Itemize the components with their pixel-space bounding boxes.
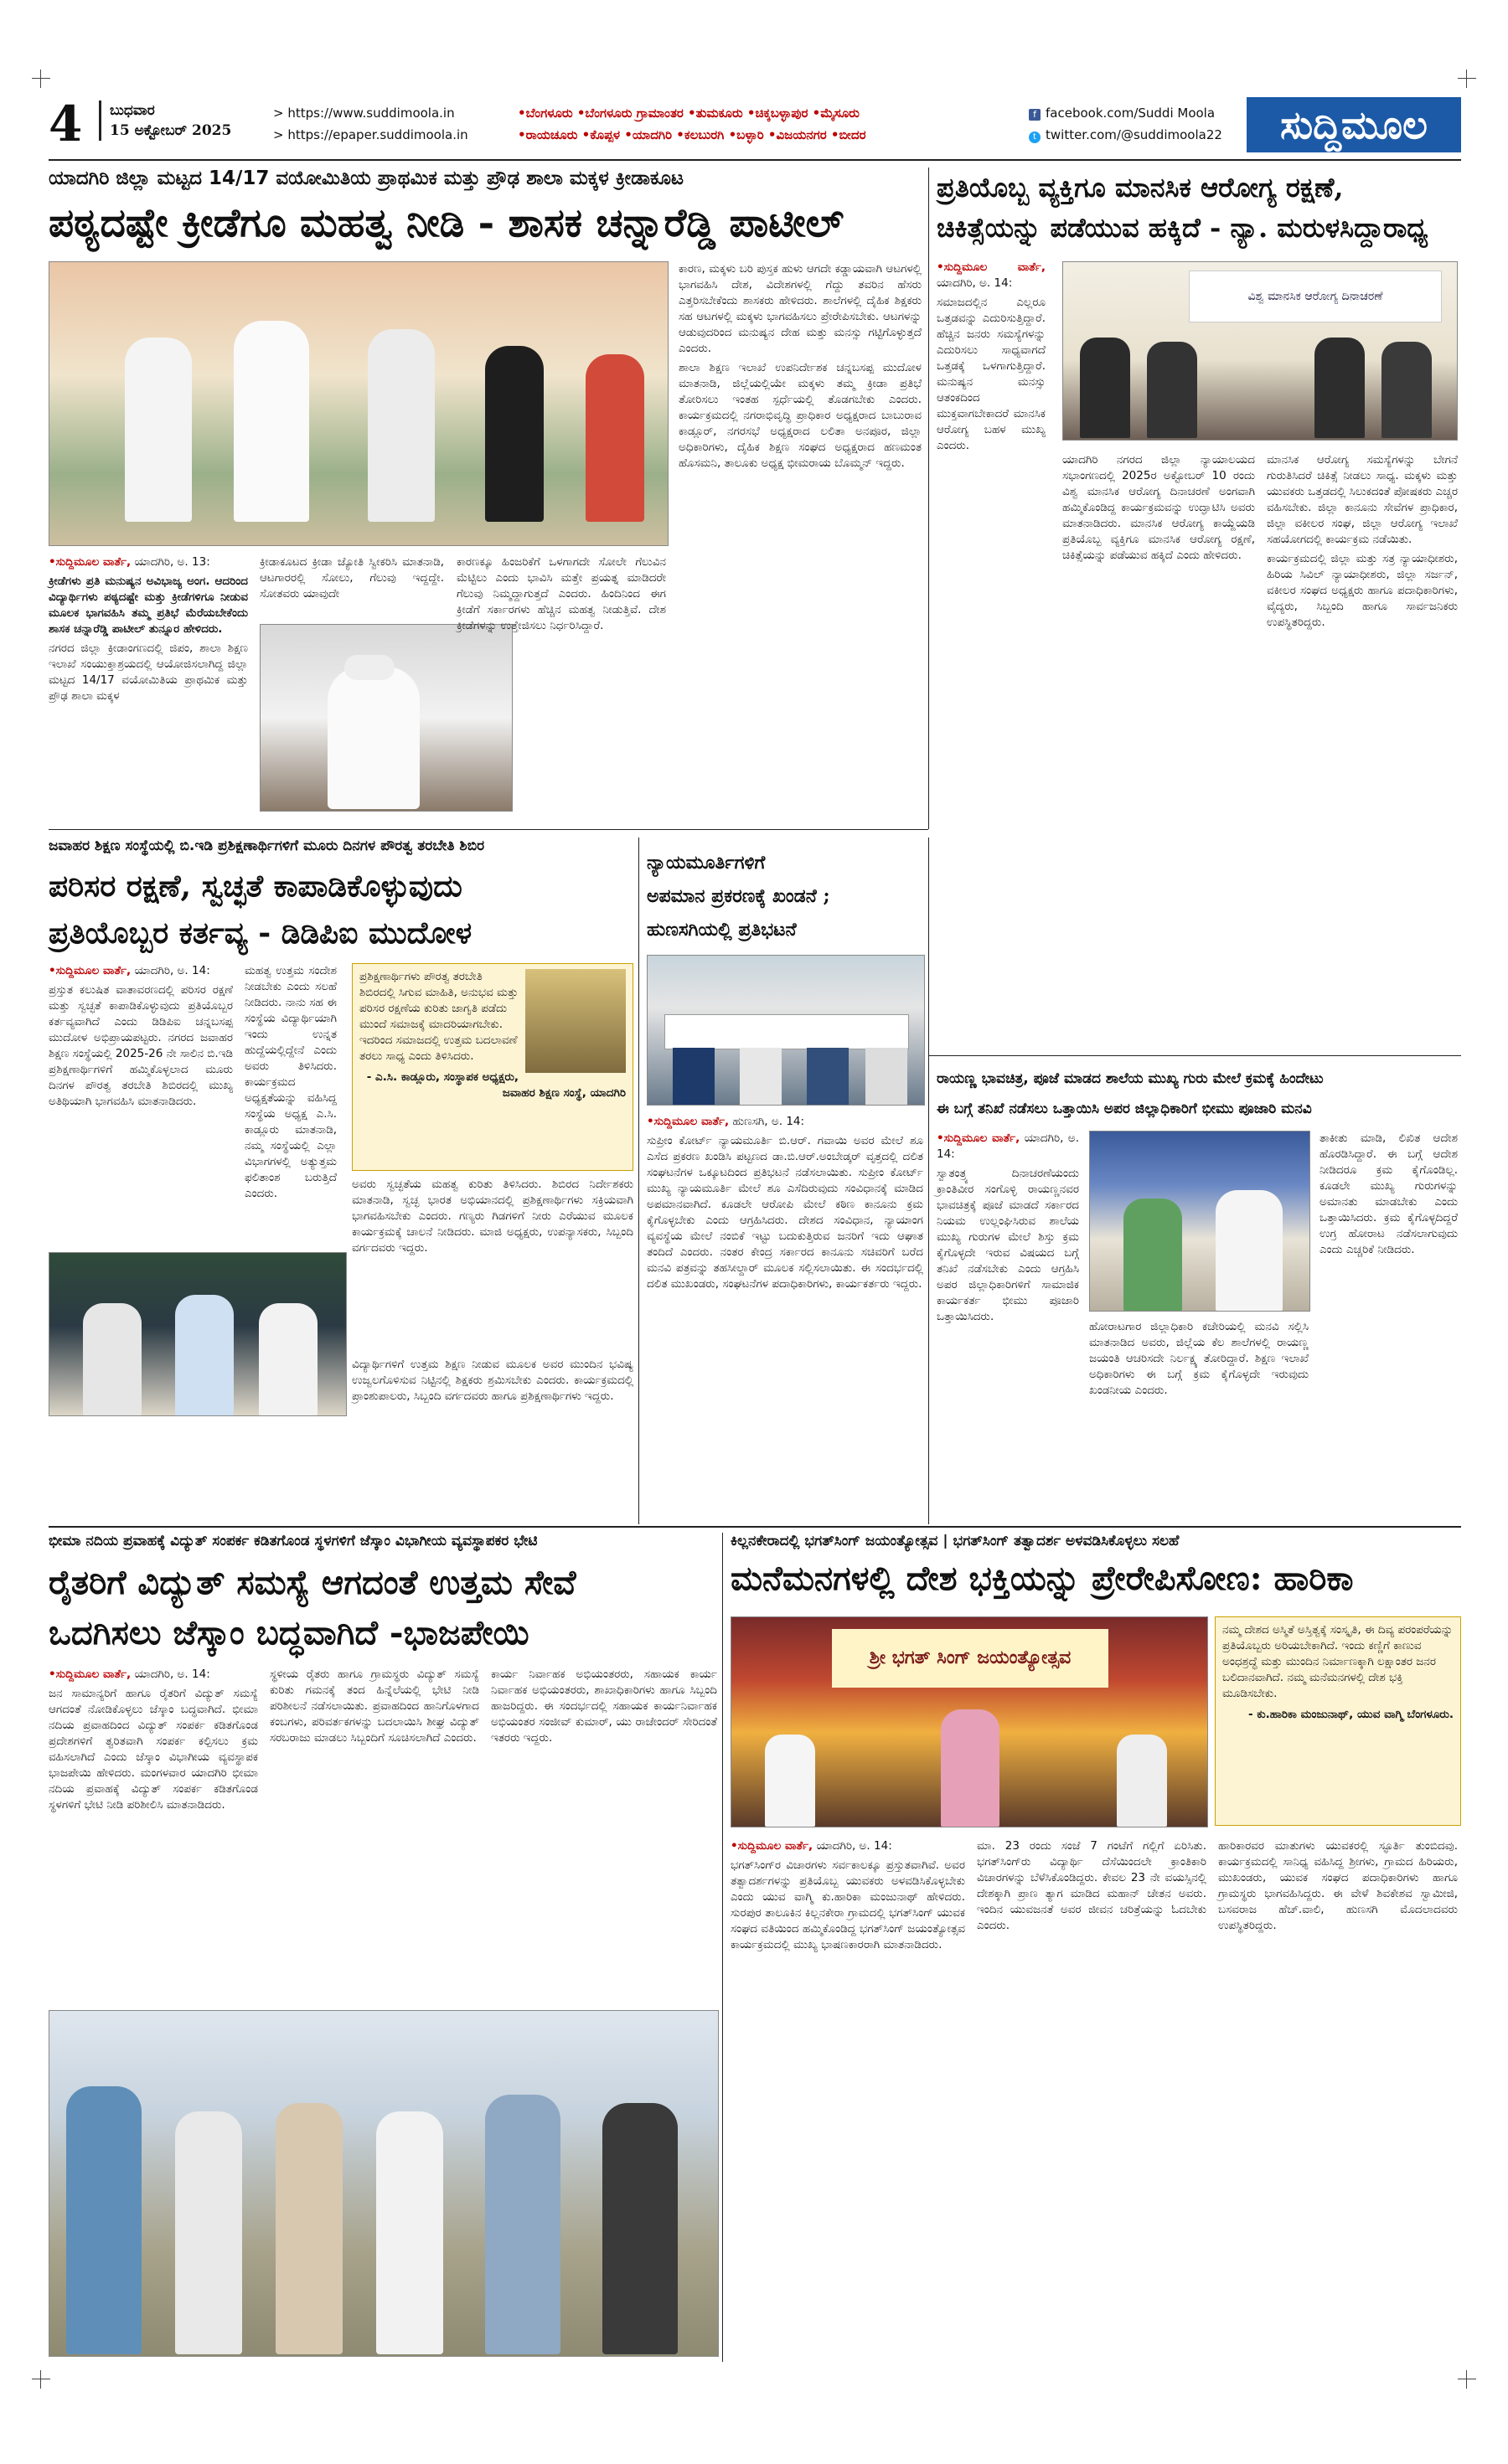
edition-cities-row: •ರಾಯಚೂರು •ಕೊಪ್ಪಳ •ಯಾದಗಿರಿ •ಕಲಬುರಗಿ •ಬಳ್ಳಾರಿ •ವಿಜಯನಗರ •ಬೀದರ <box>518 127 866 142</box>
dateline: ಯಾದಗಿರಿ, ಅ. 14: <box>134 1668 210 1681</box>
twitter-text: twitter.com/@suddimoola22 <box>1046 127 1222 142</box>
article-headline <box>49 1558 719 1658</box>
article-column <box>937 260 1046 457</box>
article-column <box>1089 1319 1309 1402</box>
article-paragraph: ಕಾರಣಕ್ಕೂ ಹಿಂಜರಿಕೆಗೆ ಒಳಗಾಗದೇ ಸೋಲೇ ಗೆಲುವಿನ ಮೆಟ್ಟಿಲು ಎಂದು ಭಾವಿಸಿ ಮತ್ತೇ ಪ್ರಯತ್ನ ಮಾಡಿದರೇ ಗೆಲುವು ನಿಮ್ಮದ್ದಾಗುತ್ತದೆ ಎಂದರು. ಹಿಂದಿನಿಂದ ಈಗ ಕ್ರೀಡೆಗೆ ಸರ್ಕಾರಗಳು ಹೆಚ್ಚಿನ ಮಹತ್ವ ನೀಡುತ್ತಿವೆ. ದೇಶ ಕ್ರೀಡೆಗಳನ್ನು ಉತ್ತೇಜಿಸಲು ನಿರ್ಧರಿಸಿದ್ದಾರೆ. <box>457 555 666 632</box>
article-headline <box>937 168 1461 248</box>
article-column <box>1320 1131 1458 1261</box>
article-paragraph: ಹಾರಿಕಾರವರ ಮಾತುಗಳು ಯುವಕರಲ್ಲಿ ಸ್ಫೂರ್ತಿ ತುಂಬಿದವು. ಕಾರ್ಯಕ್ರಮದಲ್ಲಿ ಸಾನಿಧ್ಯ ವಹಿಸಿದ್ದ ಶ್ರೀಗಳು, ಗ್ರಾಮದ ಹಿರಿಯರು, ಮುಖಂಡರು, ಯುವಕ ಸಂಘದ ಪದಾಧಿಕಾರಿಗಳು ಹಾಗೂ ಗ್ರಾಮಸ್ಥರು ಭಾಗವಹಿಸಿದ್ದರು. ಈ ವೇಳೆ ಶಿವಕೇಶವ ಸ್ವಾಮೀಜಿ, ಬಸವರಾಜ ಹೆಚ್.ವಾಲಿ, ಹುಣಸಗಿ ಮೊದಲಾದವರು ಉಪಸ್ಥಿತರಿದ್ದರು. <box>1218 1839 1458 1932</box>
article-paragraph: ನಗರದ ಜಿಲ್ಲಾ ಕ್ರೀಡಾಂಗಣದಲ್ಲಿ ಜಿಪಂ, ಶಾಲಾ ಶಿಕ್ಷಣ ಇಲಾಖೆ ಸಂಯುಕ್ತಾಶ್ರಯದಲ್ಲಿ ಆಯೋಜಿಸಲಾಗಿದ್ದ ಜಿಲ್ಲಾ ಮಟ್ಟದ 14/17 ವಯೋಮಿತಿಯ ಪ್ರಾಥಮಿಕ ಮತ್ತು ಪ್ರೌಢ ಶಾಲಾ ಮಕ್ಕಳ <box>49 642 248 703</box>
article-column <box>1267 452 1458 634</box>
dateline: ಯಾದಗಿರಿ, ಅ. 14: <box>937 276 1013 290</box>
article-kicker: ಕಿಲ್ಲನಕೇರಾದಲ್ಲಿ ಭಗತ್‌ಸಿಂಗ್ ಜಯಂತ್ಯೋತ್ಸವ | ಭಗತ್‌ಸಿಂಗ್ ತತ್ವಾದರ್ಶ ಅಳವಡಿಸಿಕೊಳ್ಳಲು ಸಲಹೆ <box>731 1533 1180 1549</box>
article-column <box>937 1131 1079 1328</box>
website-links <box>273 102 468 146</box>
headline-line: ಹುಣಸಗಿಯಲ್ಲಿ ಪ್ರತಿಭಟನೆ <box>647 919 797 941</box>
article-paragraph: ಮಾ. 23 ರಂದು ಸಂಜೆ 7 ಗಂಟೆಗೆ ಗಲ್ಲಿಗೆ ಏರಿಸಿತು. ಭಗತ್‌ಸಿಂಗ್‌ರು ವಿದ್ಯಾರ್ಥಿ ದೆಸೆಯಿಂದಲೇ ಕ್ರಾಂತಿಕಾರಿ ವಿಚಾರಗಳನ್ನು ಬೆಳೆಸಿಕೊಂಡಿದ್ದರು. ಕೇವಲ 23 ನೇ ವಯಸ್ಸಿನಲ್ಲಿ ದೇಶಕ್ಕಾಗಿ ಪ್ರಾಣ ತ್ಯಾಗ ಮಾಡಿದ ಮಹಾನ್ ಚೇತನ ಅವರು. ಇಂದಿನ ಯುವಜನತೆ ಅವರ ಜೀವನ ಚರಿತ್ರೆಯನ್ನು ಓದಬೇಕು ಎಂದರು. <box>977 1839 1206 1932</box>
masthead <box>49 95 1461 162</box>
epaper-link[interactable]: > https://epaper.suddimoola.in <box>273 127 468 142</box>
twitter-icon: t <box>1029 131 1041 143</box>
byline: •ಸುದ್ದಿಮೂಲ ವಾರ್ತೆ, <box>49 964 132 977</box>
article-headline: ಮನೆಮನಗಳಲ್ಲಿ ದೇಶ ಭಕ್ತಿಯನ್ನು ಪ್ರೇರೇಪಿಸೋಣ: ಹಾರಿಕಾ <box>731 1559 1354 1598</box>
headline-line: ಒದಗಿಸಲು ಜೆಸ್ಕಾಂ ಬದ್ಧವಾಗಿದೆ -ಭಾಜಪೇಯಿ <box>49 1613 529 1652</box>
page-number: 4 <box>49 95 83 152</box>
article-paragraph: ಕ್ರೀಡಾಕೂಟದ ಕ್ರೀಡಾ ಜ್ಯೋತಿ ಸ್ವೀಕರಿಸಿ ಮಾತನಾಡಿ, ಆಟಗಾರರಲ್ಲಿ ಸೋಲು, ಗೆಲುವು ಇದ್ದದ್ದೇ. ಸೋತವರು ಯಾವುದೇ <box>260 555 444 601</box>
article-paragraph: ಮಹತ್ವ ಉತ್ತಮ ಸಂದೇಶ ನೀಡಬೇಕು ಎಂದು ಸಲಹೆ ನೀಡಿದರು. ನಾನು ಸಹ ಈ ಸಂಸ್ಥೆಯ ವಿದ್ಯಾರ್ಥಿಯಾಗಿ ಇಂದು ಉನ್ನತ ಹುದ್ದೆಯಲ್ಲಿದ್ದೇನೆ ಎಂದು ಅವರು ತಿಳಿಸಿದರು. ಕಾರ್ಯಕ್ರಮದ ಅಧ್ಯಕ್ಷತೆಯನ್ನು ವಹಿಸಿದ್ದ ಸಂಸ್ಥೆಯ ಅಧ್ಯಕ್ಷ ಎ.ಸಿ. ಕಾಡ್ಲೂರು ಮಾತನಾಡಿ, ನಮ್ಮ ಸಂಸ್ಥೆಯಲ್ಲಿ ಎಲ್ಲಾ ವಿಭಾಗಗಳಲ್ಲಿ ಅತ್ಯುತ್ತಮ ಫಲಿತಾಂಶ ಬರುತ್ತಿದೆ ಎಂದರು. <box>245 964 337 1200</box>
article-kicker: ಜವಾಹರ ಶಿಕ್ಷಣ ಸಂಸ್ಥೆಯಲ್ಲಿ ಬಿ.ಇಡಿ ಪ್ರಶಿಕ್ಷಣಾರ್ಥಿಗಳಿಗೆ ಮೂರು ದಿನಗಳ ಪೌರತ್ವ ತರಬೇತಿ ಶಿಬಿರ <box>49 838 485 854</box>
stage-banner: ಶ್ರೀ ಭಗತ್ ಸಿಂಗ್ ಜಯಂತ್ಯೋತ್ಸವ <box>832 1629 1108 1688</box>
dateline: ಯಾದಗಿರಿ, ಅ. 13: <box>134 555 210 569</box>
mla-speech-photo <box>260 624 513 812</box>
website-link[interactable]: > https://www.suddimoola.in <box>273 106 455 121</box>
article-paragraph: ಹೋರಾಟಗಾರ ಜಿಲ್ಲಾಧಿಕಾರಿ ಕಚೇರಿಯಲ್ಲಿ ಮನವಿ ಸಲ್ಲಿಸಿ ಮಾತನಾಡಿದ ಅವರು, ಜಿಲ್ಲೆಯ ಕೆಲ ಶಾಲೆಗಳಲ್ಲಿ ರಾಯಣ್ಣ ಜಯಂತಿ ಆಚರಿಸದೇ ನಿರ್ಲಕ್ಷ್ಯ ತೋರಿದ್ದಾರೆ. ಶಿಕ್ಷಣ ಇಲಾಖೆ ಅಧಿಕಾರಿಗಳು ಈ ಬಗ್ಗೆ ಕ್ರಮ ಕೈಗೊಳ್ಳದೇ ಇರುವುದು ಖಂಡನೀಯ ಎಂದರು. <box>1089 1320 1309 1397</box>
byline: •ಸುದ್ದಿಮೂಲ ವಾರ್ತೆ, <box>49 1668 132 1681</box>
social-links <box>1029 102 1222 146</box>
column-divider <box>638 838 639 1524</box>
quote-box <box>352 963 633 1171</box>
facebook-link[interactable] <box>1029 102 1222 124</box>
article-paragraph: ಮಾನಸಿಕ ಆರೋಗ್ಯ ಸಮಸ್ಯೆಗಳನ್ನು ಬೇಗನೆ ಗುರುತಿಸಿದರೆ ಚಿಕಿತ್ಸೆ ನೀಡಲು ಸಾಧ್ಯ. ಮಕ್ಕಳು ಮತ್ತು ಯುವಕರು ಒತ್ತಡದಲ್ಲಿ ಸಿಲುಕದಂತೆ ಪೋಷಕರು ಎಚ್ಚರ ವಹಿಸಬೇಕು. ಜಿಲ್ಲಾ ಕಾನೂನು ಸೇವೆಗಳ ಪ್ರಾಧಿಕಾರ, ಜಿಲ್ಲಾ ವಕೀಲರ ಸಂಘ, ಜಿಲ್ಲಾ ಆರೋಗ್ಯ ಇಲಾಖೆ ಸಹಯೋಗದಲ್ಲಿ ಕಾರ್ಯಕ್ರಮ ನಡೆಯಿತು. <box>1267 453 1458 546</box>
article-kicker: ಭೀಮಾ ನದಿಯ ಪ್ರವಾಹಕ್ಕೆ ವಿದ್ಯುತ್ ಸಂಪರ್ಕ ಕಡಿತಗೊಂಡ ಸ್ಥಳಗಳಿಗೆ ಜೆಸ್ಕಾಂ ವಿಭಾಗೀಯ ವ್ಯವಸ್ಥಾಪಕರ ಭೇಟಿ <box>49 1533 538 1549</box>
article-column <box>49 554 248 708</box>
article-paragraph: ಭಗತ್‌ಸಿಂಗ್‌ರ ವಿಚಾರಗಳು ಸರ್ವಕಾಲಕ್ಕೂ ಪ್ರಸ್ತುತವಾಗಿವೆ. ಅವರ ತತ್ವಾದರ್ಶಗಳನ್ನು ಪ್ರತಿಯೊಬ್ಬ ಯುವಕರು ಅಳವಡಿಸಿಕೊಳ್ಳಬೇಕು ಎಂದು ಯುವ ವಾಗ್ಮಿ ಕು.ಹಾರಿಕಾ ಮಂಜುನಾಥ್ ಹೇಳಿದರು. ಸುರಪುರ ತಾಲೂಕಿನ ಕಿಲ್ಲನಕೇರಾ ಗ್ರಾಮದಲ್ಲಿ ಭಗತ್‌ಸಿಂಗ್ ಯುವಕ ಸಂಘದ ವತಿಯಿಂದ ಹಮ್ಮಿಕೊಂಡಿದ್ದ ಭಗತ್‌ಸಿಂಗ್ ಜಯಂತ್ಯೋತ್ಸವ ಕಾರ್ಯಕ್ರಮದಲ್ಲಿ ಮುಖ್ಯ ಭಾಷಣಕಾರರಾಗಿ ಮಾತನಾಡಿದರು. <box>731 1858 965 1951</box>
headline-line: ಪ್ರತಿಯೊಬ್ಬರ ಕರ್ತವ್ಯ - ಡಿಡಿಪಿಐ ಮುದೋಳ <box>49 915 473 951</box>
byline: •ಸುದ್ದಿಮೂಲ ವಾರ್ತೆ, <box>937 260 1046 274</box>
quote-text: ಪ್ರಶಿಕ್ಷಣಾರ್ಥಿಗಳು ಪೌರತ್ವ ತರಬೇತಿ ಶಿಬಿರದಲ್ಲಿ ಸಿಗುವ ಮಾಹಿತಿ, ಅನುಭವ ಮತ್ತು ಪರಿಸರ ರಕ್ಷಣೆಯ ಕುರಿತು ಜಾಗೃತಿ ಪಡೆದು ಮುಂದೆ ಸಮಾಜಕ್ಕೆ ಮಾದರಿಯಾಗಬೇಕು. ಇದರಿಂದ ಸಮಾಜದಲ್ಲಿ ಉತ್ತಮ ಬದಲಾವಣೆ ತರಲು ಸಾಧ್ಯ ಎಂದು ತಿಳಿಸಿದರು. <box>359 970 519 1063</box>
article-column <box>647 1114 923 1296</box>
column-divider <box>722 1533 723 2362</box>
headline-line: ಚಿಕಿತ್ಸೆಯನ್ನು ಪಡೆಯುವ ಹಕ್ಕಿದೆ - ನ್ಯಾ. ಮರುಳಸಿದ್ದಾರಾಧ್ಯ <box>937 212 1428 244</box>
article-column <box>977 1838 1206 1937</box>
crop-mark <box>1458 70 1476 88</box>
facebook-text: facebook.com/Suddi Moola <box>1046 106 1216 121</box>
dateline: ಹುಣಸಗಿ, ಅ. 14: <box>732 1115 805 1128</box>
article-column <box>1218 1838 1458 1937</box>
article-lead: ಕ್ರೀಡೆಗಳು ಪ್ರತಿ ಮನುಷ್ಯನ ಅವಿಭಾಜ್ಯ ಅಂಗ. ಆದರಿಂದ ವಿದ್ಯಾರ್ಥಿಗಳು ಪಠ್ಯದಷ್ಟೇ ಮತ್ತು ಕ್ರೀಡೆಗಳಿಗೂ ನೀಡುವ ಮೂಲಕ ಭಾಗವಹಿಸಿ ತಮ್ಮ ಪ್ರತಿಭೆ ಮೆರೆಯಬೇಕೆಂದು ಶಾಸಕ ಚನ್ನಾರೆಡ್ಡಿ ಪಾಟೀಲ್ ತುನ್ನೂರ ಹೇಳಿದರು. <box>49 575 248 636</box>
byline: •ಸುದ್ದಿಮೂಲ ವಾರ್ತೆ, <box>647 1115 730 1128</box>
column-divider <box>928 168 929 829</box>
article-paragraph: ಶಾಲಾ ಶಿಕ್ಷಣ ಇಲಾಖೆ ಉಪನಿರ್ದೇಶಕ ಚನ್ನಬಸಪ್ಪ ಮುದೋಳ ಮಾತನಾಡಿ, ಜಿಲ್ಲೆಯಲ್ಲಿಯೇ ಮಕ್ಕಳು ತಮ್ಮ ಕ್ರೀಡಾ ಪ್ರತಿಭೆ ತೋರಿಸಲು ಇಂತಹ ಸ್ಪರ್ಧೆಯಲ್ಲಿ ತೊಡಗಬೇಕು ಎಂದರು. ಕಾರ್ಯಕ್ರಮದಲ್ಲಿ ನಗರಾಭಿವೃದ್ಧಿ ಪ್ರಾಧಿಕಾರ ಅಧ್ಯಕ್ಷರಾದ ಬಾಬುರಾವ ಕಾಡ್ಲೂರ್, ನಗರಸಭೆ ಅಧ್ಯಕ್ಷರಾದ ಲಲಿತಾ ಅನಪೂರ, ಜಿಲ್ಲಾ ಅಧಿಕಾರಿಗಳು, ದೈಹಿಕ ಶಿಕ್ಷಣ ಸಂಘದ ಅಧ್ಯಕ್ಷರಾದ ಹಣಮಂತ ಹೊಸಮನಿ, ತಾಲೂಕು ಅಧ್ಯಕ್ಷ ಭೀಮರಾಯ ಬೊಮ್ಮನ್ ಇದ್ದರು. <box>679 361 922 470</box>
quote-signature: - ಎ.ಸಿ. ಕಾಡ್ಲೂರು, ಸಂಸ್ಥಾಪಕ ಅಧ್ಯಕ್ಷರು, ಜವಾಹರ ಶಿಕ್ಷಣ ಸಂಸ್ಥೆ, ಯಾದಗಿರಿ <box>366 1070 626 1100</box>
kicker-line: ಈ ಬಗ್ಗೆ ತನಿಖೆ ನಡೆಸಲು ಒತ್ತಾಯಿಸಿ ಅಪರ ಜಿಲ್ಲಾಧಿಕಾರಿಗೆ ಭೀಮು ಪೂಜಾರಿ ಮನವಿ <box>937 1101 1312 1117</box>
twitter-link[interactable] <box>1029 124 1222 146</box>
article-headline <box>49 863 635 956</box>
article-paragraph: ಯಾದಗಿರಿ ನಗರದ ಜಿಲ್ಲಾ ನ್ಯಾಯಾಲಯದ ಸಭಾಂಗಣದಲ್ಲಿ 2025ರ ಅಕ್ಟೋಬರ್ 10 ರಂದು ವಿಶ್ವ ಮಾನಸಿಕ ಆರೋಗ್ಯ ದಿನಾಚರಣೆ ಅಂಗವಾಗಿ ಹಮ್ಮಿಕೊಂಡಿದ್ದ ಕಾರ್ಯಕ್ರಮವನ್ನು ಉದ್ಘಾಟಿಸಿ ಅವರು ಮಾತನಾಡಿದರು. ಮಾನಸಿಕ ಆರೋಗ್ಯ ಕಾಯ್ದೆಯಡಿ ಪ್ರತಿಯೊಬ್ಬ ವ್ಯಕ್ತಿಗೂ ಮಾನಸಿಕ ಆರೋಗ್ಯ ರಕ್ಷಣೆ, ಚಿಕಿತ್ಸೆಯನ್ನು ಪಡೆಯುವ ಹಕ್ಕಿದೆ ಎಂದು ಹೇಳಿದರು. <box>1062 453 1255 562</box>
article-paragraph: ಸುಪ್ರೀಂ ಕೋರ್ಟ್ ನ್ಯಾಯಮೂರ್ತಿ ಬಿ.ಆರ್. ಗವಾಯಿ ಅವರ ಮೇಲೆ ಶೂ ಎಸೆದ ಪ್ರಕರಣ ಖಂಡಿಸಿ ಪಟ್ಟಣದ ಡಾ.ಬಿ.ಆರ್.ಅಂಬೇಡ್ಕರ್ ವೃತ್ತದಲ್ಲಿ ದಲಿತ ಸಂಘಟನೆಗಳ ಒಕ್ಕೂಟದಿಂದ ಪ್ರತಿಭಟನೆ ನಡೆಸಲಾಯಿತು. ಸುಪ್ರೀಂ ಕೋರ್ಟ್ ಮುಖ್ಯ ನ್ಯಾಯಮೂರ್ತಿ ಮೇಲೆ ಶೂ ಎಸೆದಿರುವುದು ಸಂವಿಧಾನಕ್ಕೆ ಮಾಡಿದ ಅಪಮಾನವಾಗಿದೆ. ಕೂಡಲೇ ಆರೋಪಿ ಮೇಲೆ ಕಠಿಣ ಕಾನೂನು ಕ್ರಮ ಕೈಗೊಳ್ಳಬೇಕು ಎಂದು ಆಗ್ರಹಿಸಿದರು. ದೇಶದ ಸಂವಿಧಾನ, ನ್ಯಾಯಾಂಗ ವ್ಯವಸ್ಥೆಯ ಮೇಲೆ ನಂಬಿಕೆ ಇಟ್ಟು ಬದುಕುತ್ತಿರುವ ಜನರಿಗೆ ಇದು ಆಘಾತ ತಂದಿದೆ ಎಂದರು. ನಂತರ ಕೇಂದ್ರ ಸರ್ಕಾರದ ಕಾನೂನು ಸಚಿವರಿಗೆ ಬರೆದ ಮನವಿ ಪತ್ರವನ್ನು ತಹಸೀಲ್ದಾರ್ ಮೂಲಕ ಸಲ್ಲಿಸಲಾಯಿತು. ಈ ಸಂದರ್ಭದಲ್ಲಿ ದಲಿತ ಮುಖಂಡರು, ಸಂಘಟನೆಗಳ ಪದಾಧಿಕಾರಿಗಳು, ಕಾರ್ಯಕರ್ತರು ಇದ್ದರು. <box>647 1134 923 1291</box>
article-column <box>352 1357 633 1408</box>
quote-text: ನಮ್ಮ ದೇಶದ ಅಸ್ಮಿತೆ ಅಸ್ತಿತ್ವಕ್ಕೆ ಸಂಸ್ಕೃತಿ, ಈ ದಿವ್ಯ ಪರಂಪರೆಯನ್ನು ಪ್ರತಿಯೊಬ್ಬರು ಅರಿಯಬೇಕಾಗಿದೆ. ಇಂದು ಕಣ್ಣಿಗೆ ಕಾಣುವ ಅಂಧಶ್ರದ್ಧೆ ಮತ್ತು ಮುಂದಿನ ನಿರ್ಮಾಣಕ್ಕಾಗಿ ಲಕ್ಷಾಂತರ ಜನರ ಬಲಿದಾನವಾಗಿದೆ. ನಮ್ಮ ಮನೆಮನಗಳಲ್ಲಿ ದೇಶ ಭಕ್ತಿ ಮೂಡಿಸಬೇಕು. <box>1222 1623 1454 1700</box>
kicker-line: ರಾಯಣ್ಣ ಭಾವಚಿತ್ರ, ಪೂಜೆ ಮಾಡದ ಶಾಲೆಯ ಮುಖ್ಯ ಗುರು ಮೇಲೆ ಕ್ರಮಕ್ಕೆ ಹಿಂದೇಟು <box>937 1070 1324 1087</box>
article-column <box>352 1177 633 1260</box>
issue-day: ಬುಧವಾರ <box>110 102 155 119</box>
byline: •ಸುದ್ದಿಮೂಲ ವಾರ್ತೆ, <box>937 1131 1020 1145</box>
article-column <box>245 963 337 1205</box>
article-paragraph: ಅವರು ಸ್ವಚ್ಛತೆಯ ಮಹತ್ವ ಕುರಿತು ತಿಳಿಸಿದರು. ಶಿಬಿರದ ನಿರ್ದೇಶಕರು ಮಾತನಾಡಿ, ಸ್ವಚ್ಛ ಭಾರತ ಅಭಿಯಾನದಲ್ಲಿ ಪ್ರಶಿಕ್ಷಣಾರ್ಥಿಗಳು ಸಕ್ರಿಯವಾಗಿ ಭಾಗವಹಿಸಬೇಕು ಎಂದರು. ಗಣ್ಯರು ಗಿಡಗಳಿಗೆ ನೀರು ಎರೆಯುವ ಮೂಲಕ ಕಾರ್ಯಕ್ರಮಕ್ಕೆ ಚಾಲನೆ ನೀಡಿದರು. ಮಾಜಿ ಅಧ್ಯಕ್ಷರು, ಉಪನ್ಯಾಸಕರು, ಸಿಬ್ಬಂದಿ ವರ್ಗದವರು ಇದ್ದರು. <box>352 1178 633 1255</box>
site-inspection-photo <box>49 2010 719 2357</box>
speaker-portrait <box>525 969 626 1073</box>
sports-meet-photo <box>49 261 669 546</box>
article-column <box>1062 452 1255 567</box>
article-kicker <box>937 1064 1461 1124</box>
headline-line: ನ್ಯಾಯಮೂರ್ತಿಗಳಿಗೆ <box>647 852 766 874</box>
article-paragraph: ಸ್ವಾತಂತ್ರ್ಯ ದಿನಾಚರಣೆಯಂದು ಕ್ರಾಂತಿವೀರ ಸಂಗೊಳ್ಳಿ ರಾಯಣ್ಣನವರ ಭಾವಚಿತ್ರಕ್ಕೆ ಪೂಜೆ ಮಾಡದೆ ಸರ್ಕಾರದ ನಿಯಮ ಉಲ್ಲಂಘಿಸಿರುವ ಶಾಲೆಯ ಮುಖ್ಯ ಗುರುಗಳ ಮೇಲೆ ಶಿಸ್ತು ಕ್ರಮ ಕೈಗೊಳ್ಳದೇ ಇರುವ ವಿಷಯದ ಬಗ್ಗೆ ತನಿಖೆ ನಡೆಸಬೇಕು ಎಂದು ಆಗ್ರಹಿಸಿ ಅಪರ ಜಿಲ್ಲಾಧಿಕಾರಿಗಳಿಗೆ ಸಾಮಾಜಿಕ ಕಾರ್ಯಕರ್ತ ಭೀಮು ಪೂಜಾರಿ ಒತ್ತಾಯಿಸಿದರು. <box>937 1167 1079 1323</box>
crop-mark <box>1458 2370 1476 2389</box>
article-column <box>679 261 922 475</box>
article-paragraph: ಕಾರ್ಯ ನಿರ್ವಾಹಕ ಅಭಿಯಂತರರು, ಸಹಾಯಕ ಕಾರ್ಯ ನಿರ್ವಾಹಕ ಅಭಿಯಂತರರು, ಶಾಖಾಧಿಕಾರಿಗಳು ಹಾಗೂ ಸಿಬ್ಬಂದಿ ಹಾಜರಿದ್ದರು. ಈ ಸಂದರ್ಭದಲ್ಲಿ ಸಹಾಯಕ ಕಾರ್ಯನಿರ್ವಾಹಕ ಅಭಿಯಂತರ ಸಂಜೀವ್ ಕುಮಾರ್, ಯು ರಾಜೇಂದರ್ ಸೇರಿದಂತೆ ಇತರರು ಇದ್ದರು. <box>491 1668 717 1745</box>
byline: •ಸುದ್ದಿಮೂಲ ವಾರ್ತೆ, <box>731 1839 813 1853</box>
newspaper-logo[interactable]: ಸುದ್ದಿಮೂಲ <box>1247 97 1461 152</box>
article-column <box>491 1667 717 1750</box>
article-paragraph: ತಾಕೀತು ಮಾಡಿ, ಲಿಖಿತ ಆದೇಶ ಹೊರಡಿಸಿದ್ದಾರೆ. ಈ ಬಗ್ಗೆ ಆದೇಶ ನೀಡಿದರೂ ಕ್ರಮ ಕೈಗೊಂಡಿಲ್ಲ. ಕೂಡಲೇ ಮುಖ್ಯ ಗುರುಗಳನ್ನು ಅಮಾನತು ಮಾಡಬೇಕು ಎಂದು ಒತ್ತಾಯಿಸಿದರು. ಕ್ರಮ ಕೈಗೊಳ್ಳದಿದ್ದರೆ ಉಗ್ರ ಹೋರಾಟ ನಡೆಸಲಾಗುವುದು ಎಂದು ಎಚ್ಚರಿಕೆ ನೀಡಿದರು. <box>1320 1131 1458 1256</box>
article-paragraph: ಜನ ಸಾಮಾನ್ಯರಿಗೆ ಹಾಗೂ ರೈತರಿಗೆ ವಿದ್ಯುತ್ ಸಮಸ್ಯೆ ಆಗದಂತೆ ನೋಡಿಕೊಳ್ಳಲು ಜೆಸ್ಕಾಂ ಬದ್ಧವಾಗಿದೆ. ಭೀಮಾ ನದಿಯ ಪ್ರವಾಹದಿಂದ ವಿದ್ಯುತ್ ಸಂಪರ್ಕ ಕಡಿತಗೊಂಡ ಪ್ರದೇಶಗಳಿಗೆ ತ್ವರಿತವಾಗಿ ಸಂಪರ್ಕ ಕಲ್ಪಿಸಲು ಕ್ರಮ ವಹಿಸಲಾಗಿದೆ ಎಂದು ಜೆಸ್ಕಾಂ ವಿಭಾಗೀಯ ವ್ಯವಸ್ಥಾಪಕ ಭಾಜಪೇಯಿ ಹೇಳಿದರು. ಮಂಗಳವಾರ ಯಾದಗಿರಿ ಭೀಮಾ ನದಿಯ ಪ್ರವಾಹಕ್ಕೆ ವಿದ್ಯುತ್ ಸಂಪರ್ಕ ಕಡಿತಗೊಂಡ ಸ್ಥಳಗಳಿಗೆ ಭೇಟಿ ನೀಡಿ ಪರಿಶೀಲಿಸಿ ಮಾತನಾಡಿದರು. <box>49 1687 258 1812</box>
petition-photo <box>1089 1131 1310 1312</box>
masthead-rule <box>49 159 1461 161</box>
section-divider <box>49 1526 1461 1528</box>
dateline: ಯಾದಗಿರಿ, ಅ. 14: <box>816 1839 892 1853</box>
mental-health-event-photo <box>1062 261 1458 441</box>
dateline: ಯಾದಗಿರಿ, ಅ. 14: <box>937 1131 1079 1161</box>
edition-cities-row: •ಬೆಂಗಳೂರು •ಬೆಂಗಳೂರು ಗ್ರಾಮಾಂತರ •ತುಮಕೂರು •ಚಿಕ್ಕಬಳ್ಳಾಪುರ •ಮೈಸೂರು <box>518 106 860 121</box>
facebook-icon: f <box>1029 109 1041 121</box>
protest-photo <box>647 955 925 1106</box>
article-column <box>260 554 444 606</box>
plant-watering-photo <box>49 1252 347 1416</box>
article-column <box>49 963 233 1113</box>
issue-date-text: 15 ಅಕ್ಟೋಬರ್ 2025 <box>110 122 232 139</box>
article-column <box>457 554 666 637</box>
issue-date <box>99 101 231 141</box>
crop-mark <box>32 70 50 88</box>
section-divider <box>49 829 928 830</box>
article-kicker: ಯಾದಗಿರಿ ಜಿಲ್ಲಾ ಮಟ್ಟದ 14/17 ವಯೋಮಿತಿಯ ಪ್ರಾಥಮಿಕ ಮತ್ತು ಪ್ರೌಢ ಶಾಲಾ ಮಕ್ಕಳ ಕ್ರೀಡಾಕೂಟ <box>49 168 684 189</box>
article-paragraph: ಪ್ರಸ್ತುತ ಕಲುಷಿತ ವಾತಾವರಣದಲ್ಲಿ ಪರಿಸರ ರಕ್ಷಣೆ ಮತ್ತು ಸ್ವಚ್ಛತೆ ಕಾಪಾಡಿಕೊಳ್ಳುವುದು ಪ್ರತಿಯೊಬ್ಬರ ಕರ್ತವ್ಯವಾಗಿದೆ ಎಂದು ಡಿಡಿಪಿಐ ಚನ್ನಬಸಪ್ಪ ಮುದೋಳ ಅಭಿಪ್ರಾಯಪಟ್ಟರು. ನಗರದ ಜವಾಹರ ಶಿಕ್ಷಣ ಸಂಸ್ಥೆಯಲ್ಲಿ 2025-26 ನೇ ಸಾಲಿನ ಬಿ.ಇಡಿ ಪ್ರಶಿಕ್ಷಣಾರ್ಥಿಗಳಿಗೆ ಹಮ್ಮಿಕೊಳ್ಳಲಾದ ಮೂರು ದಿನಗಳ ಪೌರತ್ವ ತರಬೇತಿ ಶಿಬಿರದಲ್ಲಿ ಮುಖ್ಯ ಅತಿಥಿಯಾಗಿ ಭಾಗವಹಿಸಿ ಮಾತನಾಡಿದರು. <box>49 983 233 1108</box>
article-headline <box>647 846 923 946</box>
headline-line: ಪರಿಸರ ರಕ್ಷಣೆ, ಸ್ವಚ್ಛತೆ ಕಾಪಾಡಿಕೊಳ್ಳುವುದು <box>49 869 462 904</box>
event-banner: ವಿಶ್ವ ಮಾನಸಿಕ ಆರೋಗ್ಯ ದಿನಾಚರಣೆ <box>1189 271 1442 322</box>
headline-line: ರೈತರಿಗೆ ವಿದ್ಯುತ್ ಸಮಸ್ಯೆ ಆಗದಂತೆ ಉತ್ತಮ ಸೇವೆ <box>49 1563 576 1602</box>
quote-box <box>1215 1616 1461 1826</box>
crop-mark <box>32 2370 50 2389</box>
article-paragraph: ಸ್ಥಳೀಯ ರೈತರು ಹಾಗೂ ಗ್ರಾಮಸ್ಥರು ವಿದ್ಯುತ್ ಸಮಸ್ಯೆ ಕುರಿತು ಗಮನಕ್ಕೆ ತಂದ ಹಿನ್ನೆಲೆಯಲ್ಲಿ ಭೇಟಿ ನೀಡಿ ಪರಿಶೀಲನೆ ನಡೆಸಲಾಯಿತು. ಪ್ರವಾಹದಿಂದ ಹಾನಿಗೊಳಗಾದ ಕಂಬಗಳು, ಪರಿವರ್ತಕಗಳನ್ನು ಬದಲಾಯಿಸಿ ಶೀಘ್ರ ವಿದ್ಯುತ್ ಸರಬರಾಜು ಮಾಡಲು ಸಿಬ್ಬಂದಿಗೆ ಸೂಚಿಸಲಾಗಿದೆ ಎಂದರು. <box>270 1668 479 1745</box>
article-headline: ಪಠ್ಯದಷ್ಟೇ ಕ್ರೀಡೆಗೂ ಮಹತ್ವ ನೀಡಿ - ಶಾಸಕ ಚನ್ನಾರೆಡ್ಡಿ ಪಾಟೀಲ್ <box>49 200 844 246</box>
article-paragraph: ಸಮಾಜದಲ್ಲಿನ ಎಲ್ಲರೂ ಒತ್ತಡವನ್ನು ಎದುರಿಸುತ್ತಿದ್ದಾರೆ. ಹೆಚ್ಚಿನ ಜನರು ಸಮಸ್ಯೆಗಳನ್ನು ಎದುರಿಸಲು ಸಾಧ್ಯವಾಗದೆ ಒತ್ತಡಕ್ಕೆ ಒಳಗಾಗುತ್ತಿದ್ದಾರೆ. ಮನುಷ್ಯನ ಮನಸ್ಸು ಆತಂಕದಿಂದ ಮುಕ್ತವಾಗಬೇಕಾದರೆ ಮಾನಸಿಕ ಆರೋಗ್ಯ ಬಹಳ ಮುಖ್ಯ ಎಂದರು. <box>937 296 1046 452</box>
column-divider <box>928 838 929 1524</box>
edition-cities <box>518 102 866 146</box>
article-paragraph: ಕಾರ್ಯಕ್ರಮದಲ್ಲಿ ಜಿಲ್ಲಾ ಮತ್ತು ಸತ್ರ ನ್ಯಾಯಾಧೀಶರು, ಹಿರಿಯ ಸಿವಿಲ್ ನ್ಯಾಯಾಧೀಶರು, ಜಿಲ್ಲಾ ಸರ್ಜನ್, ವಕೀಲರ ಸಂಘದ ಅಧ್ಯಕ್ಷರು ಹಾಗೂ ಪದಾಧಿಕಾರಿಗಳು, ವೈದ್ಯರು, ಸಿಬ್ಬಂದಿ ಹಾಗೂ ಸಾರ್ವಜನಿಕರು ಉಪಸ್ಥಿತರಿದ್ದರು. <box>1267 552 1458 629</box>
jayanti-stage-photo <box>731 1616 1208 1827</box>
byline: •ಸುದ್ದಿಮೂಲ ವಾರ್ತೆ, <box>49 555 132 569</box>
article-column <box>731 1838 965 1956</box>
article-paragraph: ವಿದ್ಯಾರ್ಥಿಗಳಿಗೆ ಉತ್ತಮ ಶಿಕ್ಷಣ ನೀಡುವ ಮೂಲಕ ಅವರ ಮುಂದಿನ ಭವಿಷ್ಯ ಉಜ್ವಲಗೊಳಿಸುವ ನಿಟ್ಟಿನಲ್ಲಿ ಶಿಕ್ಷಕರು ಶ್ರಮಿಸಬೇಕು ಎಂದರು. ಕಾರ್ಯಕ್ರಮದಲ್ಲಿ ಪ್ರಾಂಶುಪಾಲರು, ಸಿಬ್ಬಂದಿ ವರ್ಗದವರು ಹಾಗೂ ಪ್ರಶಿಕ್ಷಣಾರ್ಥಿಗಳು ಇದ್ದರು. <box>352 1358 633 1403</box>
article-paragraph: ಕಾರಣ, ಮಕ್ಕಳು ಬರಿ ಪುಸ್ತಕ ಹುಳು ಆಗದೇ ಕಡ್ಡಾಯವಾಗಿ ಆಟಗಳಲ್ಲಿ ಭಾಗವಹಿಸಿ ದೇಶ, ವಿದೇಶಗಳಲ್ಲಿ ಗೆದ್ದು ತವರಿನ ಹೆಸರು ಎತ್ತರಿಸಬೇಕೆಂದು ಶಾಸಕರು ಹೇಳಿದರು. ಶಾಲೆಗಳಲ್ಲಿ ದೈಹಿಕ ಶಿಕ್ಷಕರು ಸಹ ಆಟಗಳಲ್ಲಿ ಮಕ್ಕಳು ಭಾಗವಹಿಸಲು ಪ್ರೇರೇಪಿಸಬೇಕು. ಆಟಗಳನ್ನು ಆಡುವುದರಿಂದ ಮನುಷ್ಯನ ದೇಹ ಮತ್ತು ಮನಸ್ಸು ಗಟ್ಟಿಗೊಳ್ಳುತ್ತದೆ ಎಂದರು. <box>679 262 922 355</box>
article-column <box>270 1667 479 1750</box>
headline-line: ಪ್ರತಿಯೊಬ್ಬ ವ್ಯಕ್ತಿಗೂ ಮಾನಸಿಕ ಆರೋಗ್ಯ ರಕ್ಷಣೆ, <box>937 172 1344 204</box>
headline-line: ಅಪಮಾನ ಪ್ರಕರಣಕ್ಕೆ ಖಂಡನೆ ; <box>647 885 830 907</box>
article-column <box>49 1667 258 1817</box>
section-divider <box>928 1055 1461 1056</box>
quote-signature: - ಕು.ಹಾರಿಕಾ ಮಂಜುನಾಥ್, ಯುವ ವಾಗ್ಮಿ ಬೆಂಗಳೂರು. <box>1248 1708 1454 1721</box>
dateline: ಯಾದಗಿರಿ, ಅ. 14: <box>134 964 210 977</box>
